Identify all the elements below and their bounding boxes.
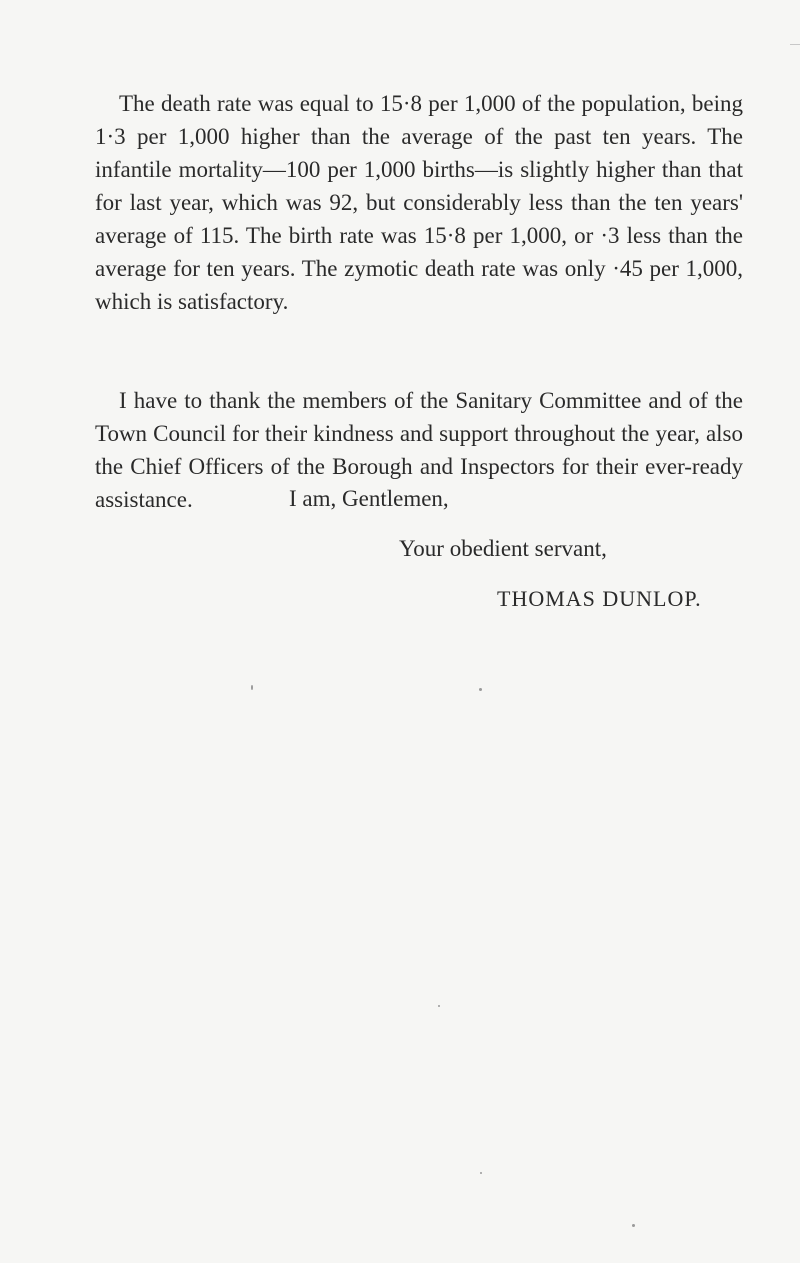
signature: THOMAS DUNLOP. (497, 586, 702, 611)
scan-speck (480, 1172, 482, 1174)
scan-speck (438, 1005, 440, 1007)
scan-speck (479, 688, 482, 691)
scan-edge-mark (790, 44, 800, 45)
scan-speck (251, 685, 253, 690)
valediction: Your obedient servant, (399, 536, 607, 561)
statistics-paragraph: The death rate was equal to 15·8 per 1,000 of the population, being 1·3 per 1,000 higher than the average of the past ten years. The infantile mortality—100 per 1,000 births—is slightly higher than that for last year, which was 92, but considerably less than the ten years' average of 115. The birth rate was 15·8 per 1,000, or ·3 less than the average for ten years. The zymotic death rate was only ·45 per 1,000, which is satisfactory. (95, 91, 743, 314)
salutation: I am, Gentlemen, (289, 486, 449, 511)
scan-speck (632, 1224, 635, 1227)
acknowledgement-paragraph: I have to thank the members of the Sanitary Committee and of the Town Council for their kindness and support throughout the year, also the Chief Officers of the Borough and Inspectors for their ever-ready assistance. (95, 388, 743, 512)
